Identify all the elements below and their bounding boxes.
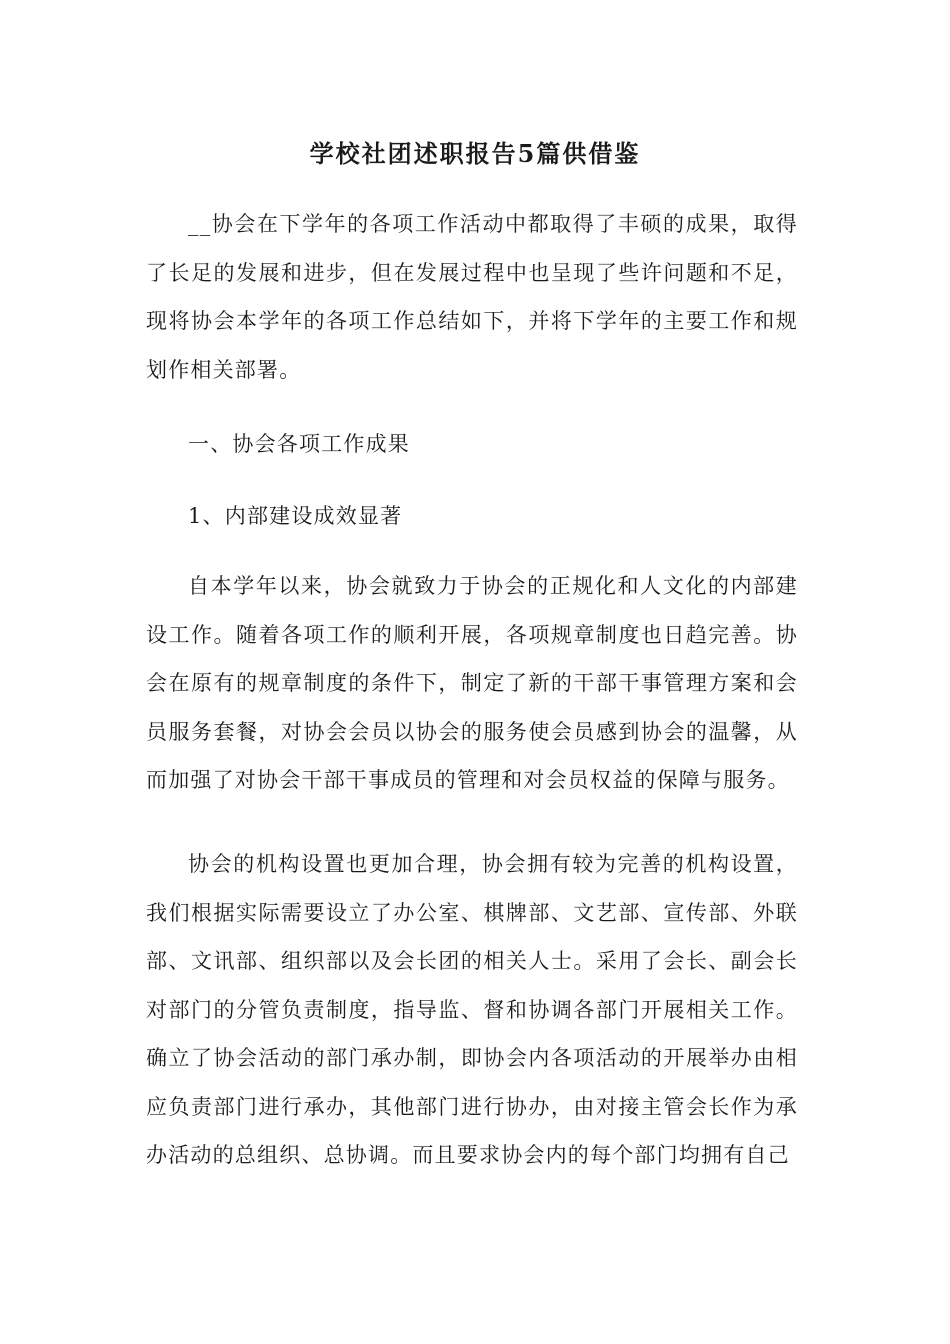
subsection-heading-internal-construction: 1、内部建设成效显著 [188, 504, 403, 528]
section-heading-achievements: 一、协会各项工作成果 [188, 432, 410, 456]
paragraph-organization-structure: 协会的机构设置也更加合理，协会拥有较为完善的机构设置，我们根据实际需要设立了办公室、棋牌部、文艺部、宣传部、外联部、文讯部、组织部以及会长团的相关人士。采用了会长、副会长对部门的分管负责制度，指导监、督和协调各部门开展相关工作。确立了协会活动的部门承办制，即协会内各项活动的开展举办由相应负责部门进行承办，其他部门进行协办，由对接主管会长作为承办活动的总组织、总协调。而且要求协会内的每个部门均拥有自己 [146, 852, 798, 1167]
paragraph-internal-construction: 自本学年以来，协会就致力于协会的正规化和人文化的内部建设工作。随着各项工作的顺利开展，各项规章制度也日趋完善。协会在原有的规章制度的条件下，制定了新的干部干事管理方案和会员服务套餐，对协会会员以协会的服务使会员感到协会的温馨，从而加强了对协会干部干事成员的管理和对会员权益的保障与服务。 [146, 574, 798, 792]
paragraph-intro: __协会在下学年的各项工作活动中都取得了丰硕的成果，取得了长足的发展和进步，但在发展过程中也呈现了些许问题和不足，现将协会本学年的各项工作总结如下，并将下学年的主要工作和规划作相关部署。 [146, 212, 798, 382]
document-title: 学校社团述职报告5篇供借鉴 [309, 139, 641, 168]
